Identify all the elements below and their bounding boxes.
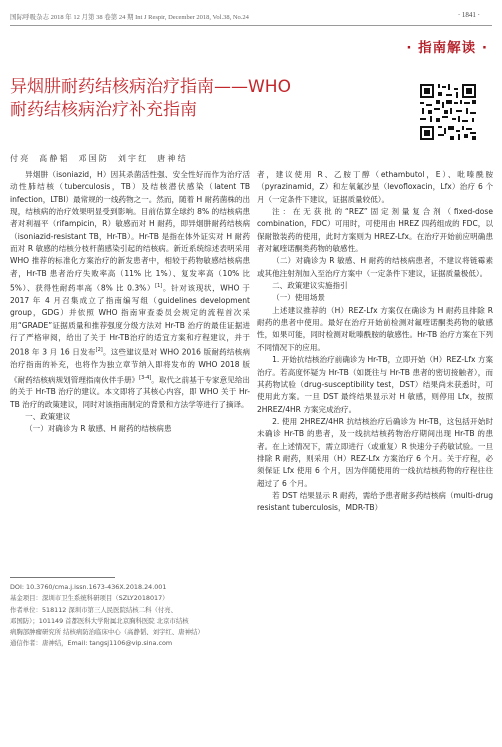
paragraph: 1. 开始抗结核治疗前确诊为 Hr-TB，立即开始（H）REZ-Lfx 方案治疗。若高度怀疑为 Hr-TB（如既往与 Hr-TB 患者的密切接触者），而其药物试验（drug-susceptibility test，DST）结果尚未获悉时，可使用此方案。一旦 DST 最终结果显示对 H 敏感，则停用 Lfx，按照 2HREZ/4HR 方案完成治疗。 bbox=[257, 355, 493, 414]
title-line-2: 耐药结核病治疗补充指南 bbox=[10, 100, 197, 120]
footnote-divider bbox=[10, 577, 115, 578]
paragraph: 者，建议使用 R、乙胺丁醇（ethambutol，E）、吡嗪酰胺（pyrazinamid，Z）和左氧氟沙星（levofloxacin，Lfx）治疗 6 个月（一定条件下建议，证据质量较低）。 bbox=[257, 170, 493, 204]
header-divider bbox=[10, 25, 492, 26]
page-number: · 1841 · bbox=[457, 11, 480, 19]
author-list: 付亮 高静韬 邓国防 刘宇红 唐神结 bbox=[10, 154, 188, 163]
section-heading-policy: 一、政策建议 bbox=[25, 412, 71, 422]
subsection-heading: （一）使用场景 bbox=[272, 293, 325, 303]
right-column bbox=[257, 169, 493, 515]
footnotes bbox=[10, 582, 250, 650]
intro-paragraph: 异烟肼（isoniazid，H）因其杀菌活性强、安全性好而作为治疗活动性肺结核（tuberculosis，TB）及结核潜伏感染（latent TB infection，LTBI）最常规的一线药物之一。然而，随着 H 耐药菌株的出现，结核病的治疗效果明显受到影响。目前估算全球约 8% 的结核病患者对利福平（rifampicin，R）敏感而对 H 耐药，即异烟肼耐药结核病（isoniazid-resistant TB，Hr-TB）。Hr-TB 是指在体外证实对 H 耐药而对 R 敏感的结核分枝杆菌感染引起的结核病。新近系统综述表明采用 WHO 推荐的标准化方案治疗的新发患者中，相较于药物敏感结核病患者，Hr-TB 患者治疗失败率高（11% 比 1%）、复发率高（10% 比 5%）、获得性耐药率高（8% 比 0.3%）[1]。针对该现状，WHO 于 2017 年 4 月召集成立了指南编写组（guidelines development group，GDG）并依照 WHO 指南审查委员会规定的流程首次采用“GRADE”证据质量和推荐强度分级方法对 Hr-TB 治疗的最佳证据进行了严格审阅，给出了关于 Hr-TB治疗的适宜方案和疗程建议，并于 2018 年 3 月 16 日发布[2]。这些建议是对 WHO 2016 版耐药结核病治疗指南的补充，也将作为独立章节纳入即将发布的 WHO 2018 版《耐药结核病规划管理指南伙伴手册》[3-4]。取代之前基于专家意见给出的关于 Hr-TB 治疗的建议。本文即将了其核心内容，即 WHO 关于 Hr-TB 治疗的政策建议，同时对该指南制定的背景和方法学等进行了摘译。 bbox=[10, 170, 250, 409]
footnote-affiliation: 邓国防）；101149 首都医科大学附属北京胸科医院 北京市结核 bbox=[10, 616, 189, 625]
paragraph: 注：在无获批的“REZ”固定剂量复合剂（fixed-dose combination，FDC）可用时，可使用由 HREZ 四药组成的 FDC，以保耐散装药的使用，此时方案则为 HREZ-Lfx。在治疗开始前应明确患者对氟喹诺酮类药物的敏感性。 bbox=[257, 207, 493, 254]
paragraph: 2. 使用 2HREZ/4HR 抗结核治疗后确诊为 Hr-TB，这包括开始时未确诊 Hr-TB 的患者，及一线抗结核药物治疗期间出现 Hr-TB 的患者。在上述情况下，需立即进行（或重复）R 快速分子药敏试验。一旦排除 R 耐药，则采用（H）REZ-Lfx 方案治疗 6 个月。关于疗程，必须保证 Lfx 使用 6 个月，因为伴随使用的一线抗结核药物的疗程往往超过了 6 个月。 bbox=[257, 416, 493, 488]
running-head: 国际呼吸杂志 2018 年 12 月第 38 卷第 24 期 Int J Respir, December 2018, Vol.38, No.24 bbox=[10, 14, 249, 21]
citation-ref: [3-4] bbox=[139, 374, 152, 381]
left-column bbox=[10, 169, 250, 436]
footnote-funding: 基金项目：深圳市卫生系统科研项目（SZLY2018017） bbox=[10, 594, 169, 603]
paragraph: 上述建议推荐的（H）REZ-Lfx 方案仅在确诊为 H 耐药且排除 R 耐药的患者中使用。最好在治疗开始前检测对氟喹诺酮类药物的敏感性，如果可能，同时检测对吡嗪酰胺的敏感性。Hr-TB 治疗方案在下列不同情况下的应用。 bbox=[257, 305, 493, 352]
citation-ref: [2] bbox=[95, 347, 103, 354]
citation-ref: [1] bbox=[155, 283, 163, 290]
title-line-1: 异烟肼耐药结核病治疗指南——WHO bbox=[10, 77, 291, 97]
article-title bbox=[10, 76, 370, 122]
footnote-affiliation: 作者单位：518112 深圳市第三人民医院结核二科（付亮、 bbox=[10, 605, 178, 614]
paragraph: （二）对确诊为 R 敏感、H 耐药的结核病患者，不建议将链霉素或其他注射剂加入至治疗方案中（一定条件下建议，证据质量极低）。 bbox=[257, 256, 493, 278]
section-heading-implementation: 二、政策建议实施指引 bbox=[272, 281, 348, 291]
footnote-correspondence: 通信作者：唐神结，Email: tangsj1106@vip.sina.com bbox=[10, 639, 173, 648]
qr-code-icon bbox=[420, 84, 476, 140]
footnote-doi: DOI: 10.3760/cma.j.issn.1673-436X.2018.24.001 bbox=[10, 583, 167, 591]
paragraph: 若 DST 结果显示 R 耐药，需给予患者耐多药结核病（multi-drug resistant tuberculosis，MDR-TB） bbox=[257, 490, 493, 513]
page-header bbox=[0, 0, 502, 30]
paragraph: （一）对确诊为 R 敏感、H 耐药的结核病患 bbox=[25, 424, 172, 434]
footnote-affiliation: 病胸部肿瘤研究所 结核病防治临床中心（高静韬、刘宇红、唐神结） bbox=[10, 628, 204, 637]
section-tag: · 指南解读 · bbox=[406, 40, 488, 56]
